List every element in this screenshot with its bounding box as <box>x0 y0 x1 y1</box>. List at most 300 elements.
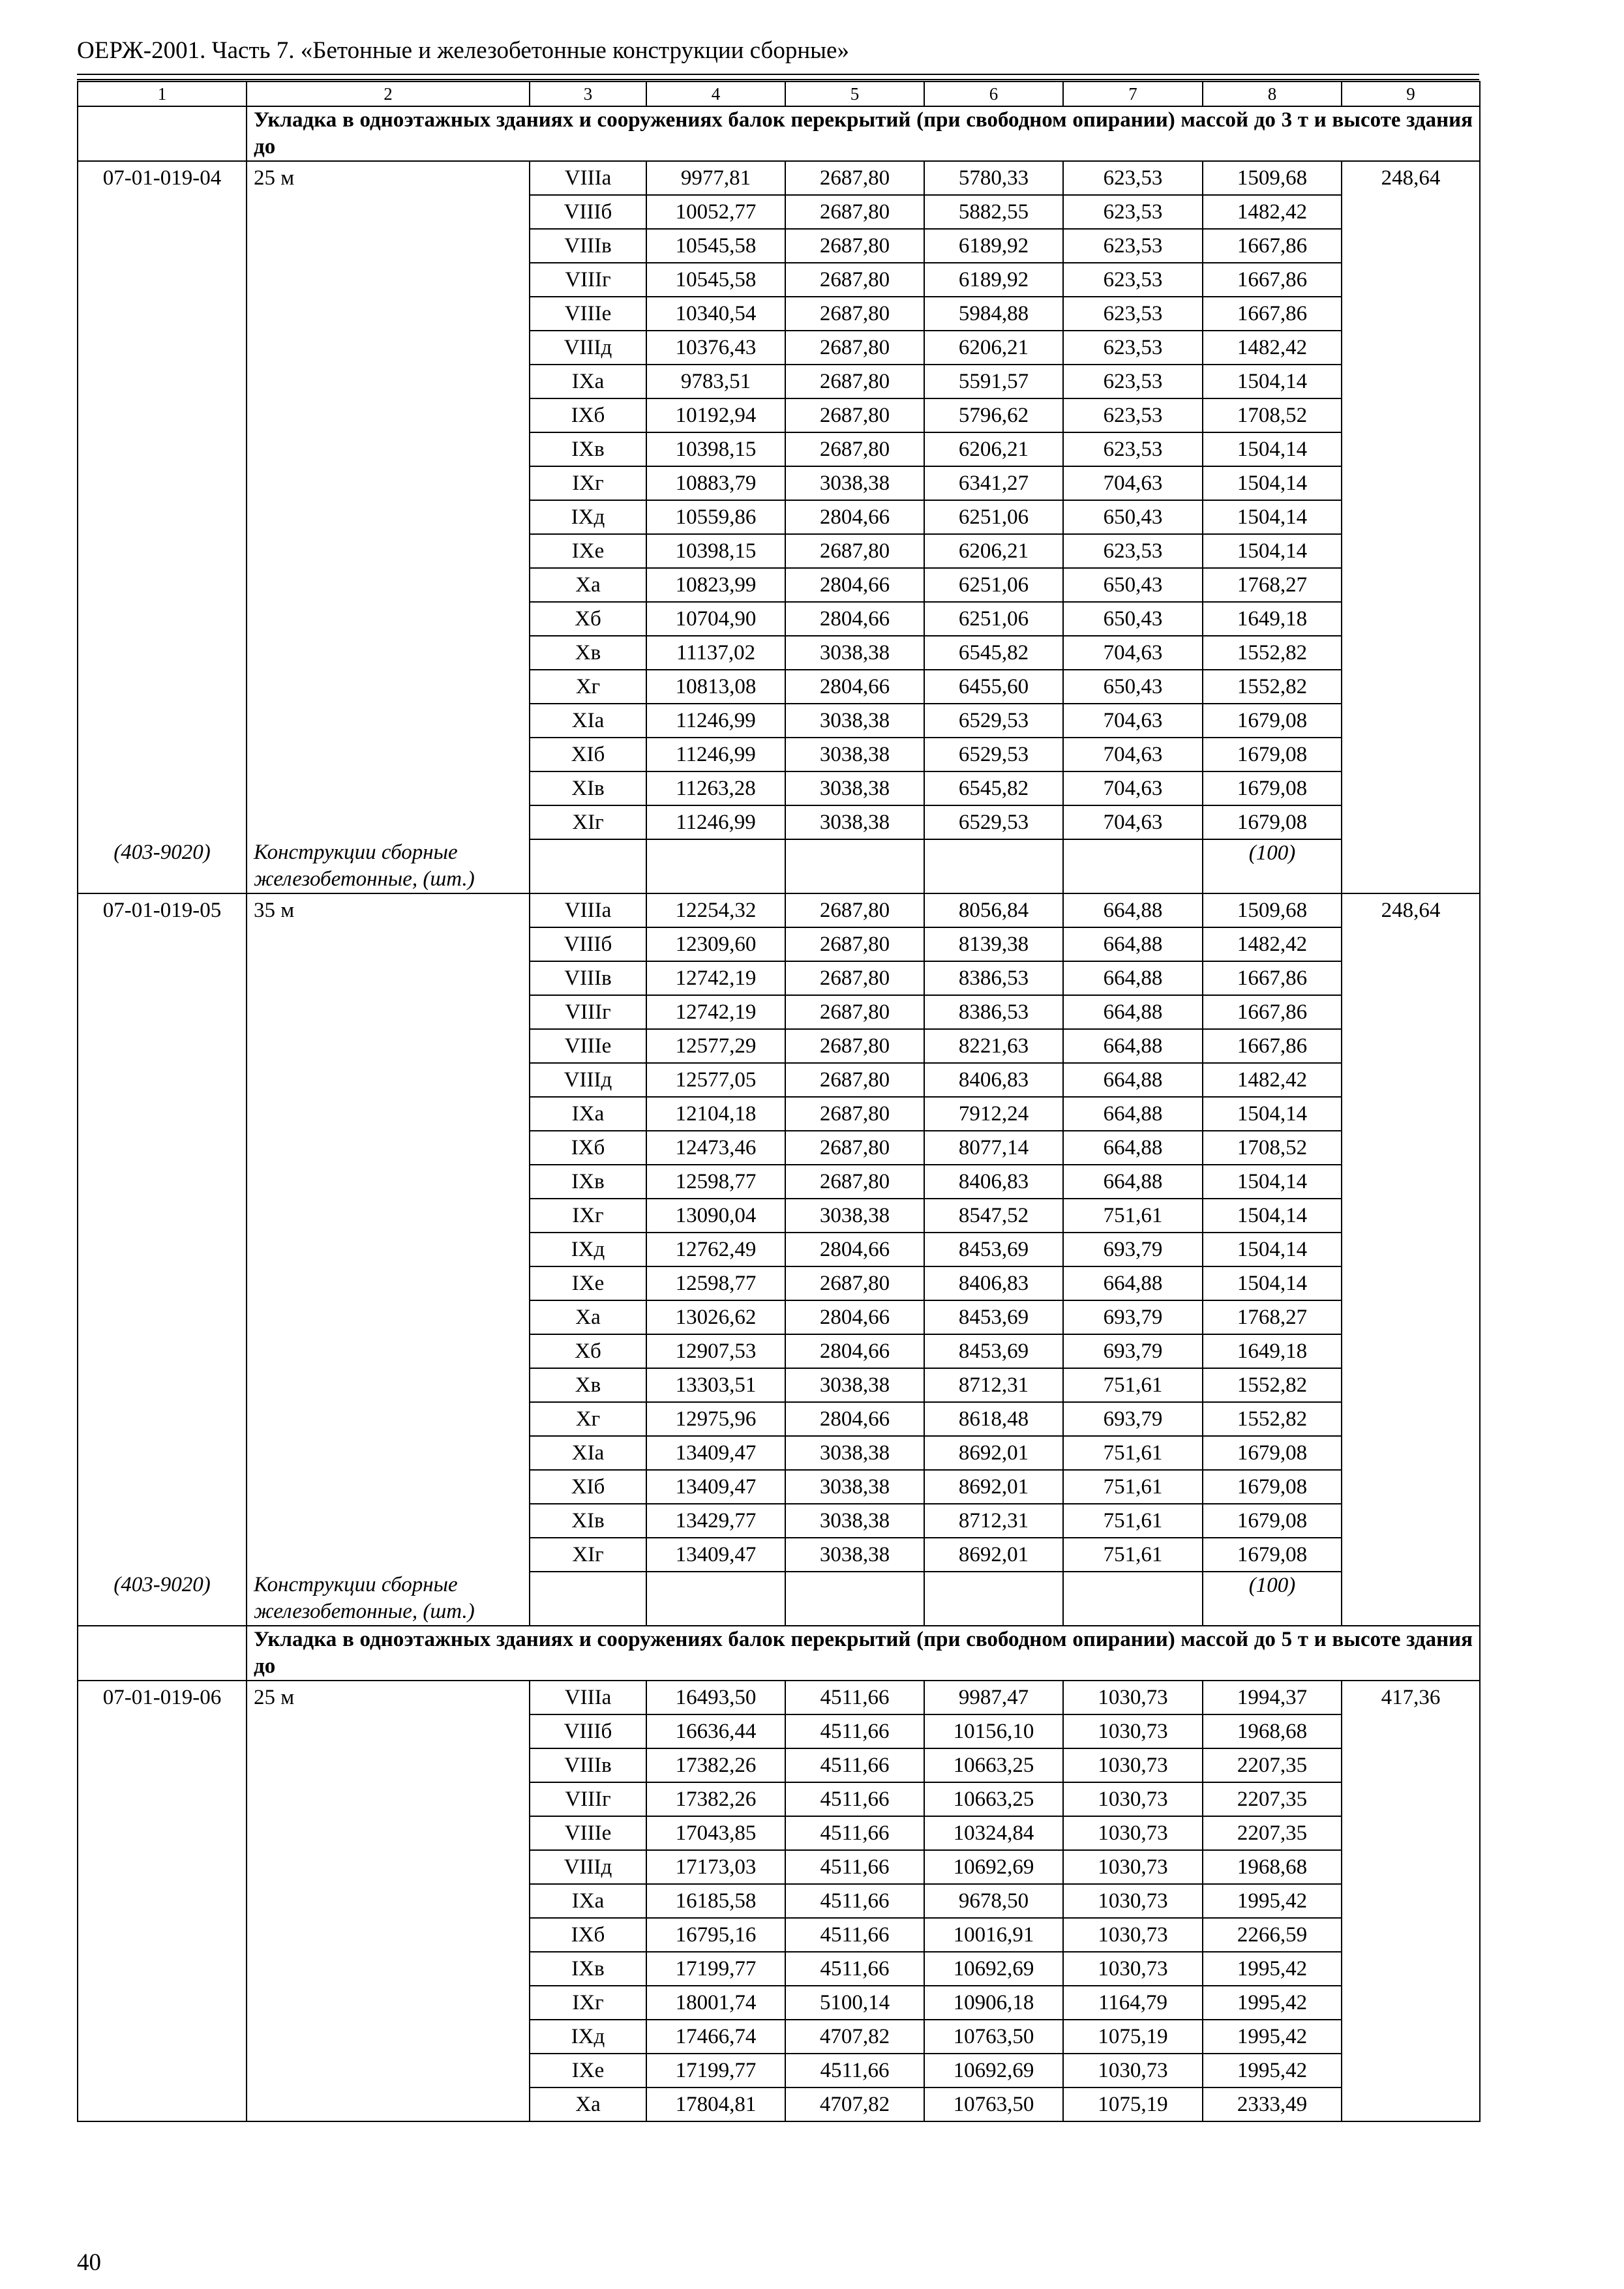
zone-code: VIIIд <box>530 331 646 365</box>
cost-value: 6529,53 <box>924 704 1063 738</box>
blank-cell <box>247 1918 530 1952</box>
table-row <box>78 331 1480 365</box>
blank-cell <box>78 1199 247 1233</box>
blank-cell <box>247 1714 530 1748</box>
section-heading-spacer <box>78 1626 247 1681</box>
cost-value: 10340,54 <box>646 297 785 331</box>
blank-cell <box>247 1782 530 1816</box>
blank-cell <box>247 365 530 398</box>
zone-code: VIIIб <box>530 927 646 961</box>
blank-cell <box>1342 229 1480 263</box>
cost-value: 1504,14 <box>1203 1266 1342 1300</box>
blank-cell <box>78 1300 247 1334</box>
cost-value: 664,88 <box>1063 1266 1203 1300</box>
blank-cell <box>1342 534 1480 568</box>
zone-code: IXа <box>530 1097 646 1131</box>
col9-value: 248,64 <box>1342 893 1480 927</box>
table-row <box>78 1952 1480 1986</box>
cost-value: 3038,38 <box>785 805 924 839</box>
cost-value: 1552,82 <box>1203 670 1342 704</box>
zone-code: Xб <box>530 1334 646 1368</box>
table-row <box>78 2020 1480 2054</box>
cost-value: 8386,53 <box>924 961 1063 995</box>
blank-cell <box>1342 568 1480 602</box>
blank-cell <box>247 1748 530 1782</box>
table-row <box>78 263 1480 297</box>
cost-value: 16493,50 <box>646 1681 785 1714</box>
blank-cell <box>1342 1884 1480 1918</box>
blank-cell <box>1342 1097 1480 1131</box>
cost-value: 12254,32 <box>646 893 785 927</box>
table-row <box>78 1470 1480 1504</box>
cost-value: 13429,77 <box>646 1504 785 1538</box>
zone-code: VIIIа <box>530 893 646 927</box>
blank-cell <box>785 839 924 893</box>
cost-value: 10398,15 <box>646 432 785 466</box>
table-row <box>78 1233 1480 1266</box>
blank-cell <box>247 1266 530 1300</box>
blank-cell <box>1342 1918 1480 1952</box>
cost-value: 1482,42 <box>1203 927 1342 961</box>
table-row <box>78 636 1480 670</box>
cost-value: 10545,58 <box>646 229 785 263</box>
cost-value: 10663,25 <box>924 1782 1063 1816</box>
blank-cell <box>1342 1782 1480 1816</box>
blank-cell <box>247 500 530 534</box>
blank-cell <box>78 636 247 670</box>
cost-value: 10823,99 <box>646 568 785 602</box>
column-number: 7 <box>1063 82 1203 106</box>
blank-cell <box>1342 704 1480 738</box>
cost-value: 8077,14 <box>924 1131 1063 1165</box>
cost-value: 623,53 <box>1063 365 1203 398</box>
blank-cell <box>1342 738 1480 771</box>
blank-cell <box>247 2020 530 2054</box>
cost-value: 664,88 <box>1063 1097 1203 1131</box>
blank-cell <box>78 1816 247 1850</box>
blank-cell <box>247 398 530 432</box>
blank-cell <box>78 1884 247 1918</box>
cost-value: 6251,06 <box>924 500 1063 534</box>
cost-value: 9977,81 <box>646 161 785 195</box>
table-row <box>78 1504 1480 1538</box>
cost-value: 17804,81 <box>646 2087 785 2121</box>
blank-cell <box>247 1131 530 1165</box>
cost-value: 650,43 <box>1063 500 1203 534</box>
blank-cell <box>78 704 247 738</box>
section-heading: Укладка в одноэтажных зданиях и сооружениях балок перекрытий (при свободном опирании) массой до 5 т и высоте здания до <box>247 1626 1480 1681</box>
zone-code: IXд <box>530 500 646 534</box>
zone-code: IXв <box>530 1165 646 1199</box>
cost-value: 12598,77 <box>646 1266 785 1300</box>
cost-value: 5100,14 <box>785 1986 924 2020</box>
cost-value: 664,88 <box>1063 1131 1203 1165</box>
cost-value: 2804,66 <box>785 1233 924 1266</box>
cost-value: 2333,49 <box>1203 2087 1342 2121</box>
blank-cell <box>247 1538 530 1572</box>
zone-code: VIIIг <box>530 263 646 297</box>
blank-cell <box>1342 1572 1480 1626</box>
table-row <box>78 738 1480 771</box>
cost-value: 6189,92 <box>924 263 1063 297</box>
blank-cell <box>78 1029 247 1063</box>
cost-value: 1968,68 <box>1203 1714 1342 1748</box>
cost-value: 3038,38 <box>785 1504 924 1538</box>
cost-value: 2687,80 <box>785 229 924 263</box>
cost-value: 8406,83 <box>924 1266 1063 1300</box>
zone-code: Xг <box>530 670 646 704</box>
zone-code: IXг <box>530 466 646 500</box>
zone-code: VIIIб <box>530 1714 646 1748</box>
cost-value: 2687,80 <box>785 1131 924 1165</box>
cost-value: 6206,21 <box>924 331 1063 365</box>
cost-value: 1708,52 <box>1203 398 1342 432</box>
blank-cell <box>78 1233 247 1266</box>
blank-cell <box>1342 466 1480 500</box>
table-row <box>78 927 1480 961</box>
blank-cell <box>530 839 646 893</box>
cost-value: 704,63 <box>1063 704 1203 738</box>
zone-code: VIIIв <box>530 1748 646 1782</box>
blank-cell <box>1342 2020 1480 2054</box>
cost-value: 12577,05 <box>646 1063 785 1097</box>
cost-value: 12309,60 <box>646 927 785 961</box>
cost-value: 6341,27 <box>924 466 1063 500</box>
cost-value: 704,63 <box>1063 805 1203 839</box>
cost-value: 1030,73 <box>1063 1681 1203 1714</box>
table-row <box>78 1986 1480 2020</box>
rate-code: 07-01-019-04 <box>78 161 247 195</box>
blank-cell <box>1342 1029 1480 1063</box>
blank-cell <box>78 602 247 636</box>
cost-value: 9987,47 <box>924 1681 1063 1714</box>
cost-value: 6251,06 <box>924 568 1063 602</box>
table-row <box>78 1131 1480 1165</box>
blank-cell <box>247 1300 530 1334</box>
blank-cell <box>78 1097 247 1131</box>
cost-value: 4511,66 <box>785 2054 924 2087</box>
zone-code: VIIIд <box>530 1063 646 1097</box>
zone-code: Xа <box>530 2087 646 2121</box>
blank-cell <box>1342 670 1480 704</box>
table-row <box>78 670 1480 704</box>
cost-value: 13409,47 <box>646 1436 785 1470</box>
cost-value: 2207,35 <box>1203 1748 1342 1782</box>
cost-value: 8692,01 <box>924 1436 1063 1470</box>
blank-cell <box>1063 1572 1203 1626</box>
cost-value: 2804,66 <box>785 1402 924 1436</box>
cost-value: 10156,10 <box>924 1714 1063 1748</box>
cost-value: 8056,84 <box>924 893 1063 927</box>
blank-cell <box>78 1470 247 1504</box>
blank-cell <box>785 1572 924 1626</box>
cost-value: 6189,92 <box>924 229 1063 263</box>
blank-cell <box>247 331 530 365</box>
cost-value: 10398,15 <box>646 534 785 568</box>
cost-value: 8386,53 <box>924 995 1063 1029</box>
blank-cell <box>1342 839 1480 893</box>
table-row <box>78 500 1480 534</box>
cost-value: 1667,86 <box>1203 995 1342 1029</box>
table-row <box>78 1199 1480 1233</box>
cost-value: 3038,38 <box>785 771 924 805</box>
cost-value: 13409,47 <box>646 1470 785 1504</box>
blank-cell <box>78 568 247 602</box>
blank-cell <box>1342 927 1480 961</box>
cost-value: 8139,38 <box>924 927 1063 961</box>
table-row <box>78 297 1480 331</box>
cost-value: 3038,38 <box>785 1199 924 1233</box>
blank-cell <box>78 2020 247 2054</box>
column-number-row <box>78 82 1480 106</box>
cost-value: 10704,90 <box>646 602 785 636</box>
zone-code: VIIIг <box>530 1782 646 1816</box>
zone-code: IXб <box>530 1918 646 1952</box>
cost-value: 10883,79 <box>646 466 785 500</box>
cost-value: 4511,66 <box>785 1681 924 1714</box>
blank-cell <box>1342 1402 1480 1436</box>
cost-value: 2687,80 <box>785 927 924 961</box>
table-row <box>78 2054 1480 2087</box>
cost-value: 1679,08 <box>1203 805 1342 839</box>
cost-value: 2804,66 <box>785 500 924 534</box>
cost-value: 751,61 <box>1063 1470 1203 1504</box>
cost-value: 1030,73 <box>1063 2054 1203 2087</box>
cost-value: 13026,62 <box>646 1300 785 1334</box>
cost-value: 11246,99 <box>646 738 785 771</box>
column-number: 6 <box>924 82 1063 106</box>
blank-cell <box>1342 263 1480 297</box>
section-heading-spacer <box>78 106 247 161</box>
blank-cell <box>78 263 247 297</box>
zone-code: IXг <box>530 1199 646 1233</box>
cost-value: 17199,77 <box>646 2054 785 2087</box>
cost-value: 12598,77 <box>646 1165 785 1199</box>
blank-cell <box>247 432 530 466</box>
blank-cell <box>78 229 247 263</box>
cost-value: 704,63 <box>1063 466 1203 500</box>
cost-value: 9678,50 <box>924 1884 1063 1918</box>
blank-cell <box>1342 365 1480 398</box>
blank-cell <box>78 1402 247 1436</box>
blank-cell <box>78 805 247 839</box>
blank-cell <box>247 1504 530 1538</box>
cost-value: 1768,27 <box>1203 568 1342 602</box>
resource-quantity: (100) <box>1203 1572 1342 1626</box>
zone-code: IXд <box>530 1233 646 1266</box>
blank-cell <box>247 771 530 805</box>
header-rule <box>77 79 1479 80</box>
blank-cell <box>1342 1300 1480 1334</box>
cost-value: 751,61 <box>1063 1368 1203 1402</box>
cost-value: 12742,19 <box>646 995 785 1029</box>
cost-value: 1995,42 <box>1203 2054 1342 2087</box>
cost-value: 623,53 <box>1063 398 1203 432</box>
table-row <box>78 2087 1480 2121</box>
blank-cell <box>247 263 530 297</box>
section-heading-row <box>78 1626 1480 1681</box>
table-row <box>78 1816 1480 1850</box>
cost-value: 11246,99 <box>646 704 785 738</box>
cost-value: 8692,01 <box>924 1538 1063 1572</box>
blank-cell <box>247 534 530 568</box>
blank-cell <box>78 1714 247 1748</box>
blank-cell <box>78 331 247 365</box>
blank-cell <box>1342 432 1480 466</box>
cost-value: 2804,66 <box>785 602 924 636</box>
blank-cell <box>78 2054 247 2087</box>
resource-description: Конструкции сборные железобетонные, (шт.) <box>247 839 530 893</box>
zone-code: IXв <box>530 1952 646 1986</box>
blank-cell <box>78 1266 247 1300</box>
blank-cell <box>78 1850 247 1884</box>
cost-value: 10692,69 <box>924 2054 1063 2087</box>
zone-code: Xб <box>530 602 646 636</box>
resource-code: (403-9020) <box>78 1572 247 1626</box>
blank-cell <box>247 2054 530 2087</box>
cost-value: 17466,74 <box>646 2020 785 2054</box>
blank-cell <box>78 466 247 500</box>
table-row <box>78 1300 1480 1334</box>
table-row <box>78 1165 1480 1199</box>
blank-cell <box>78 432 247 466</box>
cost-value: 16636,44 <box>646 1714 785 1748</box>
cost-value: 1030,73 <box>1063 1782 1203 1816</box>
blank-cell <box>247 1368 530 1402</box>
blank-cell <box>1342 1748 1480 1782</box>
blank-cell <box>1342 1131 1480 1165</box>
cost-value: 3038,38 <box>785 466 924 500</box>
cost-value: 1995,42 <box>1203 1986 1342 2020</box>
blank-cell <box>1342 1266 1480 1300</box>
table-row <box>78 466 1480 500</box>
cost-value: 10906,18 <box>924 1986 1063 2020</box>
cost-value: 9783,51 <box>646 365 785 398</box>
blank-cell <box>1342 1470 1480 1504</box>
table-row <box>78 534 1480 568</box>
section-heading-row <box>78 106 1480 161</box>
blank-cell <box>1342 2087 1480 2121</box>
blank-cell <box>247 927 530 961</box>
cost-value: 3038,38 <box>785 704 924 738</box>
cost-value: 4511,66 <box>785 1884 924 1918</box>
blank-cell <box>247 805 530 839</box>
blank-cell <box>78 1368 247 1402</box>
cost-value: 5796,62 <box>924 398 1063 432</box>
cost-value: 5882,55 <box>924 195 1063 229</box>
table-row <box>78 1748 1480 1782</box>
cost-value: 664,88 <box>1063 1063 1203 1097</box>
blank-cell <box>247 195 530 229</box>
cost-value: 12762,49 <box>646 1233 785 1266</box>
blank-cell <box>1342 1334 1480 1368</box>
blank-cell <box>1342 995 1480 1029</box>
cost-value: 8221,63 <box>924 1029 1063 1063</box>
cost-value: 7912,24 <box>924 1097 1063 1131</box>
cost-value: 1667,86 <box>1203 297 1342 331</box>
rate-code: 07-01-019-06 <box>78 1681 247 1714</box>
cost-value: 1030,73 <box>1063 1748 1203 1782</box>
cost-value: 693,79 <box>1063 1300 1203 1334</box>
cost-value: 2687,80 <box>785 1266 924 1300</box>
cost-value: 3038,38 <box>785 738 924 771</box>
cost-value: 8406,83 <box>924 1063 1063 1097</box>
cost-value: 751,61 <box>1063 1436 1203 1470</box>
blank-cell <box>1342 602 1480 636</box>
blank-cell <box>247 2087 530 2121</box>
cost-value: 2687,80 <box>785 1063 924 1097</box>
blank-cell <box>78 1131 247 1165</box>
blank-cell <box>1342 1714 1480 1748</box>
cost-value: 1995,42 <box>1203 1884 1342 1918</box>
cost-value: 1482,42 <box>1203 331 1342 365</box>
table-row <box>78 771 1480 805</box>
blank-cell <box>78 1165 247 1199</box>
cost-value: 10545,58 <box>646 263 785 297</box>
cost-value: 1679,08 <box>1203 1436 1342 1470</box>
cost-value: 1994,37 <box>1203 1681 1342 1714</box>
cost-value: 8453,69 <box>924 1300 1063 1334</box>
table-row <box>78 1402 1480 1436</box>
rate-code: 07-01-019-05 <box>78 893 247 927</box>
cost-value: 1504,14 <box>1203 466 1342 500</box>
cost-value: 1667,86 <box>1203 229 1342 263</box>
cost-value: 2687,80 <box>785 161 924 195</box>
cost-value: 623,53 <box>1063 263 1203 297</box>
cost-value: 623,53 <box>1063 534 1203 568</box>
cost-value: 1509,68 <box>1203 893 1342 927</box>
zone-code: VIIIе <box>530 1816 646 1850</box>
cost-value: 1649,18 <box>1203 1334 1342 1368</box>
cost-value: 12473,46 <box>646 1131 785 1165</box>
zone-code: Xа <box>530 568 646 602</box>
blank-cell <box>78 1504 247 1538</box>
cost-value: 12907,53 <box>646 1334 785 1368</box>
zone-code: IXа <box>530 365 646 398</box>
zone-code: IXе <box>530 534 646 568</box>
cost-value: 2687,80 <box>785 365 924 398</box>
blank-cell <box>1342 195 1480 229</box>
cost-value: 6251,06 <box>924 602 1063 636</box>
blank-cell <box>1342 1368 1480 1402</box>
col9-value: 248,64 <box>1342 161 1480 195</box>
cost-value: 1075,19 <box>1063 2020 1203 2054</box>
cost-value: 4511,66 <box>785 1952 924 1986</box>
zone-code: IXб <box>530 398 646 432</box>
cost-value: 2687,80 <box>785 195 924 229</box>
blank-cell <box>78 1748 247 1782</box>
table-row <box>78 704 1480 738</box>
cost-value: 2687,80 <box>785 331 924 365</box>
building-height: 25 м <box>247 161 530 195</box>
cost-value: 693,79 <box>1063 1402 1203 1436</box>
cost-value: 4511,66 <box>785 1918 924 1952</box>
cost-value: 11137,02 <box>646 636 785 670</box>
blank-cell <box>1063 839 1203 893</box>
cost-value: 11263,28 <box>646 771 785 805</box>
blank-cell <box>247 1816 530 1850</box>
table-row <box>78 995 1480 1029</box>
table-row <box>78 1714 1480 1748</box>
cost-value: 1075,19 <box>1063 2087 1203 2121</box>
cost-value: 10559,86 <box>646 500 785 534</box>
cost-value: 623,53 <box>1063 229 1203 263</box>
blank-cell <box>247 961 530 995</box>
blank-cell <box>247 1029 530 1063</box>
zone-code: IXе <box>530 1266 646 1300</box>
blank-cell <box>78 1952 247 1986</box>
cost-value: 1504,14 <box>1203 534 1342 568</box>
